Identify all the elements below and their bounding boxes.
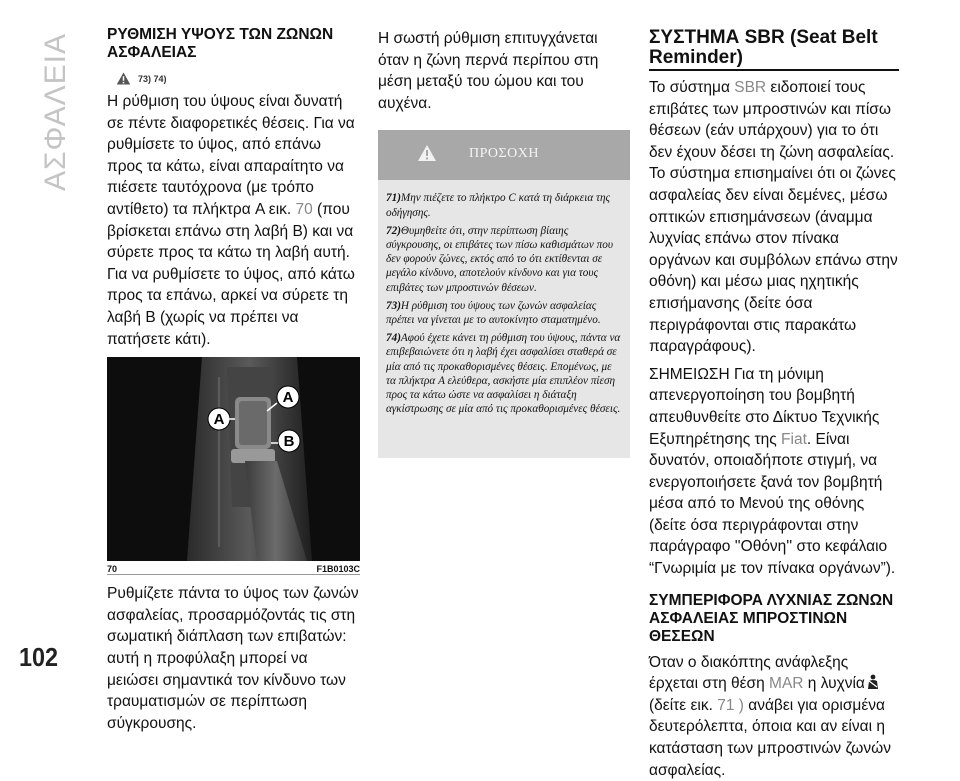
warning-reference: [116, 71, 360, 86]
text-run: Η ρύθμιση του ύψους είναι δυνατή σε πέντε διαφορετικές θέσεις. Για να ρυθμίσετε το ύψος, από επάνω προς τα κάτω, είναι απαραίτητο να πιέσετε ταυτόχρονα (με τρόπο αντίθετο) τα πλήκτρα A εικ.: [107, 93, 355, 218]
column-right: [649, 28, 899, 781]
caution-item-number: 74): [386, 332, 401, 345]
paragraph-sbr-description: [649, 77, 899, 358]
figure-seatbelt-adjuster: [107, 357, 360, 561]
section-heading-belt-height: ΡΥΘΜΙΣΗ ΥΨΟΥΣ ΤΩΝ ΖΩΝΩΝ ΑΣΦΑΛΕΙΑΣ: [107, 26, 334, 61]
text-run: ΣΗΜΕΙΩΣΗ Για τη μόνιμη απενεργοποίηση του βομβητή απευθυνθείτε στο Δίκτυο Τεχνικής Εξυπηρέτησης της: [649, 365, 880, 448]
text-run: Όταν ο διακόπτης ανάφλεξης έρχεται στη θέση: [649, 653, 849, 693]
caution-item-number: 72): [386, 224, 401, 237]
warning-triangle-icon: [116, 71, 131, 86]
caution-item-number: 73): [386, 299, 401, 312]
figure-caption: [107, 564, 360, 574]
seatbelt-illustration: [107, 357, 360, 561]
text-run: η λυχνία: [803, 675, 865, 693]
figure-number: 70: [107, 564, 118, 575]
caution-title: ΠΡΟΣΟΧΗ: [469, 146, 539, 162]
text-run: . Είναι δυνατόν, οποιαδήποτε στιγμή, να ενεργοποιήσετε ξανά τον βομβητή μέσα από το Μενού της οθόνης (δείτε όσα περιγράφονται στην παράγραφο ''Οθόνη'' στο κεφάλαιο “Γνωριμία με τον πίνακα οργάνων”).: [649, 430, 896, 578]
caution-item: [386, 299, 622, 327]
page-number: 102: [19, 642, 59, 672]
text-run: (δείτε εικ.: [649, 696, 718, 714]
paragraph-always-adjust: Ρυθμίζετε πάντα το ύψος των ζωνών ασφαλείας, προσαρμόζοντάς τις στη σωματική διάπλαση των επιβατών: αυτή η προφύλαξη μπορεί να μειώσει σημαντικά τον κίνδυνο των τραυματισμών σε περίπτωση σύγκρουσης.: [107, 585, 359, 732]
figure-callout-b: B: [283, 433, 295, 451]
column-middle: [378, 28, 630, 458]
ignition-position-term: MAR: [769, 675, 804, 693]
figure-callout-a-left: A: [213, 411, 225, 429]
paragraph-note-buzzer: [649, 364, 899, 580]
caution-item: [386, 191, 622, 219]
caution-item-number: 71): [386, 192, 401, 205]
figure-reference-link[interactable]: 71 ): [717, 696, 744, 714]
sbr-term: SBR: [734, 79, 767, 96]
seatbelt-warning-lamp-icon: [866, 674, 880, 690]
caution-item-text: Η ρύθμιση του ύψους των ζωνών ασφαλείας πρέπει να γίνεται με το αυτοκίνητο σταματημένο.: [386, 299, 601, 326]
caution-item-text: Αφού έχετε κάνει τη ρύθμιση του ύψους, πάντα να επιβεβαιώνετε ότι η λαβή έχει ασφαλίσει σταθερά σε μία από τις προκαθορισμένες θέσεις. Επομένως, με τα πλήκτρα A ελεύθερα, ασκήστε μία επιπλέον πίεση προς τα κάτω ώστε να ασφαλίσει η διάταξη αγκίστρωσης σε μία από τις προκαθορισμένες θέσεις.: [386, 332, 621, 416]
caption-divider: [107, 574, 360, 575]
caution-box-body: [378, 180, 630, 458]
figure-code: F1B0103C: [316, 564, 360, 575]
section-title-sbr: ΣΥΣΤΗΜΑ SBR (Seat Belt Reminder): [649, 28, 899, 71]
column-left: [107, 26, 360, 734]
side-section-label: ΑΣΦΑΛΕΙΑ: [39, 32, 72, 191]
caution-item-text: Μην πιέζετε το πλήκτρο C κατά τη διάρκεια της οδήγησης.: [386, 192, 611, 219]
section-heading-lamp-behaviour: ΣΥΜΠΕΡΙΦΟΡΑ ΛΥΧΝΙΑΣ ΖΩΝΩΝ ΑΣΦΑΛΕΙΑΣ ΜΠΡΟΣΤΙΝΩΝ ΘΕΣΕΩΝ: [649, 591, 894, 645]
caution-item: [386, 331, 622, 416]
brand-term: Fiat: [781, 430, 807, 448]
paragraph-lamp-behaviour: [649, 652, 899, 781]
paragraph-correct-adjustment: Η σωστή ρύθμιση επιτυγχάνεται όταν η ζώνη περνά περίπου στη μέση μεταξύ του ώμου και του αυχένα.: [378, 30, 599, 112]
text-run: Το σύστημα: [649, 79, 735, 96]
text-run: ειδοποιεί τους επιβάτες των μπροστινών και πίσω θέσεων (εάν υπάρχουν) για το ότι δεν έχουν δέσει τη ζώνη ασφαλείας. Το σύστημα επισημαίνει ότι οι ζώνες ασφαλείας δεν είναι δεμένες, μέσω οπτικών επισημάνσεων (άναμμα λυχνίας επάνω στον πίνακα οργάνων και συμβόλων επάνω στην οθόνη) και μέσω μιας ηχητικής επισήμανσης (δείτε όσα περιγράφονται στις παρακάτω παραγράφους).: [649, 79, 898, 356]
caution-item: [386, 224, 622, 295]
warning-reference-numbers: 73) 74): [138, 73, 167, 84]
caution-item-text: Θυμηθείτε ότι, στην περίπτωση βίαιης σύγκρουσης, οι επιβάτες των πίσω καθισμάτων που δεν φορούν ζώνες, εκτός από το ότι εκτίθενται σε μεγάλο κίνδυνο, αποτελούν κίνδυνο και για τους επιβάτες των μπροστινών θέσεων.: [386, 224, 613, 294]
paragraph-adjust-height: [107, 91, 360, 350]
figure-callout-a-right: A: [282, 389, 294, 407]
text-run: (που βρίσκεται επάνω στη λαβή B) και να σύρετε προς τα κάτω τη λαβή αυτή. Για να ρυθμίσετε το ύψος, από κάτω προς τα επάνω, αρκεί να σύρετε τη λαβή B (χωρίς να πρέπει να πατήσετε κάτι).: [107, 200, 355, 348]
caution-box-header: [378, 130, 630, 180]
text-run: ανάβει για ορισμένα δευτερόλεπτα, όποια και αν είναι η κατάσταση των μπροστινών ζωνών ασφαλείας.: [649, 696, 891, 779]
figure-reference-link[interactable]: 70: [295, 200, 313, 218]
side-section-tab: [36, 24, 76, 199]
